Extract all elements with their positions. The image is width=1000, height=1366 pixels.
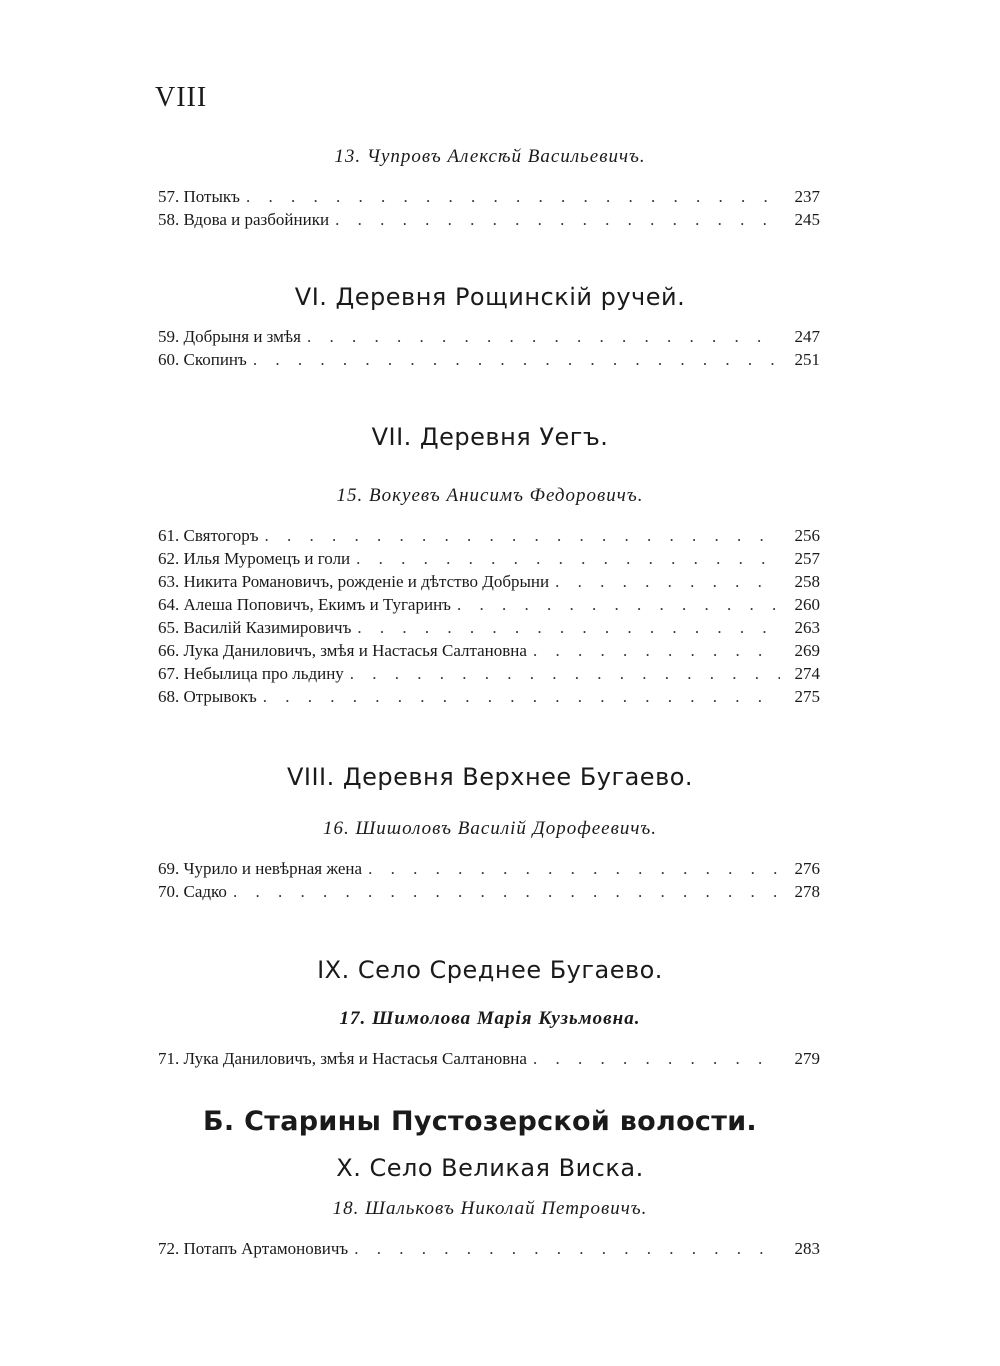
toc-entry-page: 258 — [794, 572, 820, 591]
toc-entry-page: 245 — [794, 210, 820, 229]
toc-entry-title: 61. Святогоръ — [158, 526, 259, 545]
toc-entry-page: 278 — [794, 882, 820, 901]
toc-entry-title: 62. Илья Муромецъ и голи — [158, 549, 351, 568]
dot-leader — [263, 686, 780, 708]
toc-entry-67 — [158, 663, 820, 685]
toc-entry-61 — [158, 525, 820, 547]
toc-entry-71 — [158, 1048, 820, 1070]
section-heading-viii: VIII. Деревня Верхнее Бугаево. — [286, 763, 694, 791]
toc-entry-63 — [158, 571, 820, 593]
toc-entry-64 — [158, 594, 820, 616]
toc-entry-62 — [158, 548, 820, 570]
toc-entry-page: 251 — [794, 350, 820, 369]
dot-leader — [555, 571, 780, 593]
narrator-heading-15: 15. Вокуевъ Анисимъ Федоровичъ. — [336, 485, 644, 506]
toc-entry-title: 70. Садко — [158, 882, 227, 901]
dot-leader — [533, 640, 780, 662]
toc-entry-title: 57. Потыкъ — [158, 187, 240, 206]
dot-leader — [335, 209, 780, 231]
narrator-heading-18: 18. Шальковъ Николай Петровичъ. — [332, 1198, 648, 1219]
dot-leader — [356, 548, 780, 570]
toc-entry-title: 59. Добрыня и змѣя — [158, 327, 301, 346]
toc-entry-page: 247 — [794, 327, 820, 346]
toc-entry-page: 260 — [794, 595, 820, 614]
narrator-heading-13: 13. Чупровъ Алексѣй Васильевичъ. — [334, 146, 646, 167]
toc-entry-title: 60. Скопинъ — [158, 350, 247, 369]
toc-entry-page: 276 — [794, 859, 820, 878]
toc-entry-57 — [158, 186, 820, 208]
toc-entry-60 — [158, 349, 820, 371]
dot-leader — [368, 858, 780, 880]
dot-leader — [253, 349, 780, 371]
toc-entry-page: 279 — [794, 1049, 820, 1068]
toc-entry-title: 65. Василій Казимировичъ — [158, 618, 352, 637]
dot-leader — [457, 594, 780, 616]
dot-leader — [246, 186, 780, 208]
toc-entry-69 — [158, 858, 820, 880]
toc-entry-page: 274 — [794, 664, 820, 683]
toc-entry-70 — [158, 881, 820, 903]
dot-leader — [233, 881, 780, 903]
toc-entry-page: 283 — [794, 1239, 820, 1258]
toc-entry-page: 263 — [794, 618, 820, 637]
toc-entry-58 — [158, 209, 820, 231]
toc-entry-title: 72. Потапъ Артамоновичъ — [158, 1239, 349, 1258]
toc-entry-title: 66. Лука Даниловичъ, змѣя и Настасья Салтановна — [158, 641, 527, 660]
dot-leader — [533, 1048, 780, 1070]
dot-leader — [265, 525, 780, 547]
toc-entry-title: 58. Вдова и разбойники — [158, 210, 330, 229]
toc-entry-59 — [158, 326, 820, 348]
narrator-heading-17: 17. Шимолова Марія Кузьмовна. — [339, 1008, 641, 1029]
toc-entry-page: 257 — [794, 549, 820, 568]
toc-entry-72 — [158, 1238, 820, 1260]
toc-entry-66 — [158, 640, 820, 662]
toc-entry-68 — [158, 686, 820, 708]
part-heading-b: Б. Старины Пустозерской волости. — [203, 1106, 757, 1137]
toc-entry-page: 256 — [794, 526, 820, 545]
dot-leader — [354, 1238, 780, 1260]
section-heading-x: X. Село Великая Виска. — [336, 1154, 644, 1182]
toc-entry-page: 269 — [794, 641, 820, 660]
toc-entry-title: 67. Небылица про льдину — [158, 664, 344, 683]
page-number: VIII — [155, 82, 208, 113]
toc-entry-title: 71. Лука Даниловичъ, змѣя и Настасья Салтановна — [158, 1049, 527, 1068]
toc-entry-title: 68. Отрывокъ — [158, 687, 257, 706]
dot-leader — [307, 326, 780, 348]
toc-entry-title: 64. Алеша Поповичъ, Екимъ и Тугаринъ — [158, 595, 451, 614]
dot-leader — [350, 663, 780, 685]
section-heading-vii: VII. Деревня Уегъ. — [371, 423, 609, 451]
toc-entry-65 — [158, 617, 820, 639]
toc-entry-page: 237 — [794, 187, 820, 206]
toc-entry-page: 275 — [794, 687, 820, 706]
toc-entry-title: 69. Чурило и невѣрная жена — [158, 859, 363, 878]
section-heading-ix: IX. Село Среднее Бугаево. — [317, 956, 663, 984]
toc-entry-title: 63. Никита Романовичъ, рожденіе и дѣтство Добрыни — [158, 572, 550, 591]
dot-leader — [357, 617, 780, 639]
section-heading-vi: VI. Деревня Рощинскій ручей. — [294, 283, 686, 311]
narrator-heading-16: 16. Шишоловъ Василій Дорофеевичъ. — [322, 818, 658, 839]
